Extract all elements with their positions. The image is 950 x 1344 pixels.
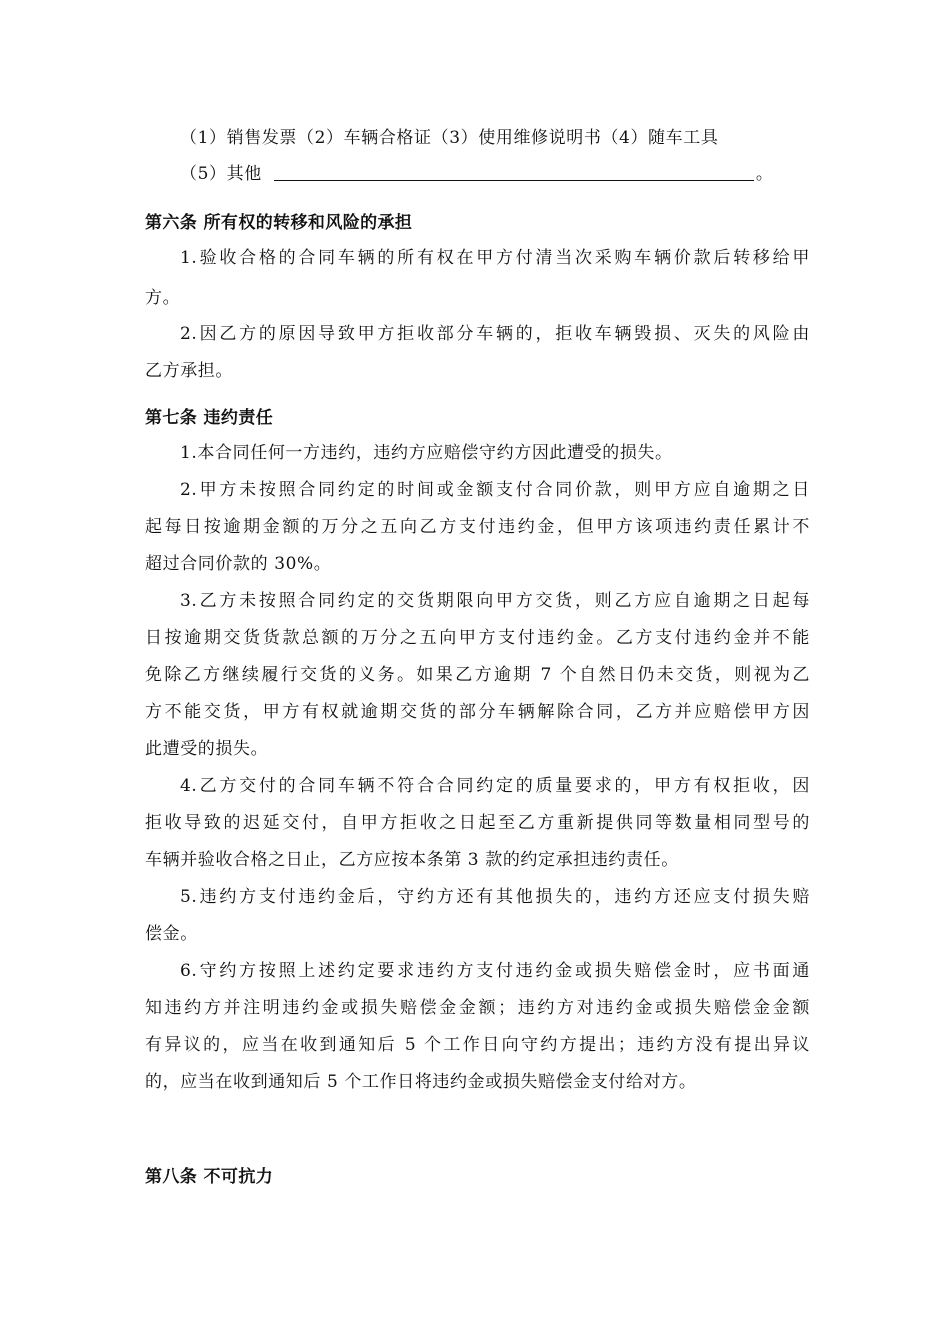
other-label: （5）其他 bbox=[180, 164, 262, 184]
accessory-list: （1）销售发票（2）车辆合格证（3）使用维修说明书（4）随车工具 bbox=[180, 128, 719, 148]
section-7-p6-line2: 知违约方并注明违约金或损失赔偿金金额；违约方对违约金或损失赔偿金金额 bbox=[145, 998, 810, 1018]
section-7-p4-line2: 拒收导致的迟延交付，自甲方拒收之日起至乙方重新提供同等数量相同型号的 bbox=[145, 813, 810, 833]
section-7-p3-line3: 免除乙方继续履行交货的义务。如果乙方逾期 7 个自然日仍未交货，则视为乙 bbox=[145, 665, 810, 685]
section-6-p2-line1: 2.因乙方的原因导致甲方拒收部分车辆的，拒收车辆毁损、灭失的风险由 bbox=[180, 324, 810, 344]
section-7-title: 第七条 违约责任 bbox=[145, 408, 274, 428]
section-7-p2-line2: 起每日按逾期金额的万分之五向乙方支付违约金，但甲方该项违约责任累计不 bbox=[145, 517, 810, 537]
section-7-p6-line1: 6.守约方按照上述约定要求违约方支付违约金或损失赔偿金时，应书面通 bbox=[180, 961, 810, 981]
other-blank-underline bbox=[274, 162, 754, 181]
other-end-mark: 。 bbox=[755, 164, 774, 184]
section-7-p2-line1: 2.甲方未按照合同约定的时间或金额支付合同价款，则甲方应自逾期之日 bbox=[180, 480, 810, 500]
section-7-p3-line1: 3.乙方未按照合同约定的交货期限向甲方交货，则乙方应自逾期之日起每 bbox=[180, 591, 810, 611]
section-7-p6-line3: 有异议的，应当在收到通知后 5 个工作日向守约方提出；违约方没有提出异议 bbox=[145, 1035, 810, 1055]
section-7-p4-line3: 车辆并验收合格之日止，乙方应按本条第 3 款的约定承担违约责任。 bbox=[145, 850, 679, 870]
section-7-p1-line1: 1.本合同任何一方违约，违约方应赔偿守约方因此遭受的损失。 bbox=[180, 443, 673, 463]
section-7-p3-line2: 日按逾期交货货款总额的万分之五向甲方支付违约金。乙方支付违约金并不能 bbox=[145, 628, 810, 648]
accessory-other-line bbox=[180, 162, 810, 186]
section-7-p4-line1: 4.乙方交付的合同车辆不符合合同约定的质量要求的，甲方有权拒收，因 bbox=[180, 776, 810, 796]
section-7-p3-line5: 此遭受的损失。 bbox=[145, 739, 269, 759]
section-8-title: 第八条 不可抗力 bbox=[145, 1167, 274, 1187]
section-7-p3-line4: 方不能交货，甲方有权就逾期交货的部分车辆解除合同，乙方并应赔偿甲方因 bbox=[145, 702, 810, 722]
section-7-p5-line2: 偿金。 bbox=[145, 924, 198, 944]
section-6-p2-line2: 乙方承担。 bbox=[145, 361, 233, 381]
section-7-p5-line1: 5.违约方支付违约金后，守约方还有其他损失的，违约方还应支付损失赔 bbox=[180, 887, 810, 907]
section-7-p2-line3: 超过合同价款的 30%。 bbox=[145, 554, 332, 574]
section-6-title: 第六条 所有权的转移和风险的承担 bbox=[145, 213, 413, 233]
section-7-p6-line4: 的，应当在收到通知后 5 个工作日将违约金或损失赔偿金支付给对方。 bbox=[145, 1072, 697, 1092]
section-6-p1-line1: 1.验收合格的合同车辆的所有权在甲方付清当次采购车辆价款后转移给甲 bbox=[180, 248, 810, 268]
section-6-p1-line2: 方。 bbox=[145, 288, 181, 308]
